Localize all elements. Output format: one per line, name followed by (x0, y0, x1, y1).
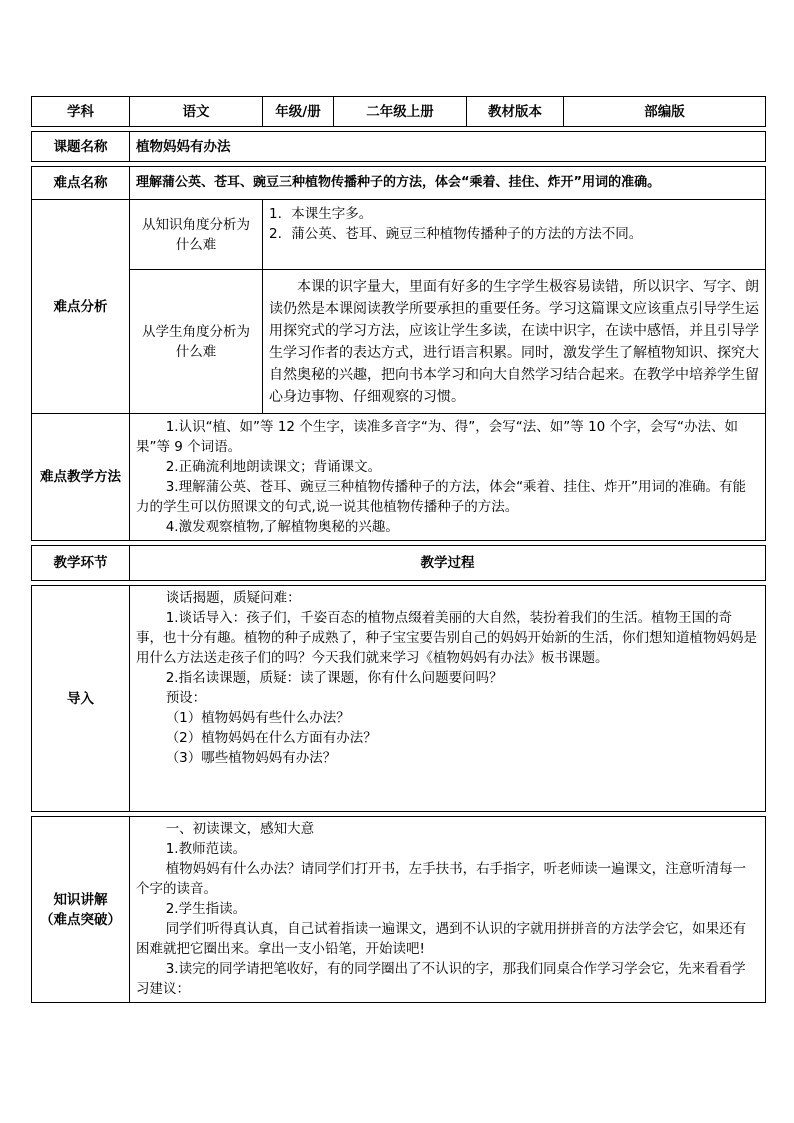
method-item: 2.正确流利地朗读课文；背诵课文。 (165, 459, 382, 475)
lesson-plan-table (31, 96, 766, 1003)
analysis-student-row (32, 270, 766, 414)
method-item: 4.激发观察植物,了解植物奥秘的兴趣。 (165, 519, 399, 535)
knowledge-angle-label: 从知识角度分析为什么难 (130, 200, 263, 270)
difficulty-row (32, 167, 766, 200)
knowledge-line: 1.教师范读。 (165, 841, 247, 857)
method-row (32, 414, 766, 541)
list-item: 2. 蒲公英、苍耳、豌豆三种植物传播种子的方法的方法不同。 (269, 226, 643, 242)
knowledge-angle-list (269, 204, 759, 244)
intro-content (130, 586, 766, 812)
edition-value: 部编版 (564, 97, 766, 127)
intro-line: （2）植物妈妈在什么方面有办法？ (165, 730, 377, 746)
analysis-knowledge-row (32, 200, 766, 270)
lesson-title-row (32, 132, 766, 162)
subject-label: 学科 (32, 97, 130, 127)
knowledge-line: 2.学生指读。 (165, 901, 247, 917)
knowledge-label (32, 817, 130, 1003)
intro-row (32, 586, 766, 812)
method-label: 难点教学方法 (32, 414, 130, 541)
knowledge-line: 植物妈妈有什么办法？请同学们打开书，左手扶书，右手指字，听老师读一遍课文，注意听清每一个字的读音。 (136, 861, 747, 897)
lesson-title-value: 植物妈妈有办法 (130, 132, 766, 162)
knowledge-row (32, 817, 766, 1003)
intro-label: 导入 (32, 586, 130, 812)
student-angle-content: 本课的识字量大，里面有好多的生字学生极容易读错，所以识字、写字、朗读仍然是本课阅读教学所要承担的重要任务。学习这篇课文应该重点引导学生运用探究式的学习方法，应该让学生多读，在读中识字，在读中感悟，并且引导学生学习作者的表达方式，进行语言积累。同时，激发学生了解植物知识、探究大自然奥秘的兴趣，把向书本学习和向大自然学习结合起来。在教学中培养学生留心身边事物、仔细观察的习惯。 (263, 270, 766, 414)
intro-line: （3）哪些植物妈妈有办法？ (165, 750, 337, 766)
student-angle-label: 从学生角度分析为什么难 (130, 270, 263, 414)
process-header-row (32, 546, 766, 581)
header-row (32, 97, 766, 127)
intro-line: 1.谈话导入：孩子们，千姿百态的植物点缀着美丽的大自然，装扮着我们的生活。植物王国的奇事，也十分有趣。植物的种子成熟了，种子宝宝要告别自己的妈妈开始新的生活，你们想知道植物妈妈是用什么方法送走孩子们的吗？今天我们就来学习《植物妈妈有办法》板书课题。 (136, 610, 757, 666)
intro-line: （1）植物妈妈有些什么办法？ (165, 710, 350, 726)
process-header: 教学过程 (130, 546, 766, 581)
knowledge-line: 同学们听得真认真，自己试着指读一遍课文，遇到不认识的字就用拼拼音的方法学会它，如果还有困难就把它圈出来。拿出一支小铅笔，开始读吧! (136, 921, 747, 957)
knowledge-angle-content (263, 200, 766, 270)
knowledge-label-line2: （难点突破） (40, 911, 121, 928)
knowledge-line: 3.读完的同学请把笔收好，有的同学圈出了不认识的字，那我们同桌合作学习学会它，先来看看学习建议： (136, 961, 746, 997)
intro-line: 预设： (165, 690, 207, 706)
intro-line: 2.指名读课题，质疑：读了课题，你有什么问题要问吗？ (165, 670, 503, 686)
method-item: 3.理解蒲公英、苍耳、豌豆三种植物传播种子的方法，体会“乘着、挂住、炸开”用词的准确。有能力的学生可以仿照课文的句式,说一说其他植物传播种子的方法。 (136, 479, 747, 515)
stage-header: 教学环节 (32, 546, 130, 581)
knowledge-line: 一、初读课文，感知大意 (165, 821, 315, 837)
grade-label: 年级/册 (263, 97, 334, 127)
knowledge-content (130, 817, 766, 1003)
difficulty-value: 理解蒲公英、苍耳、豌豆三种植物传播种子的方法，体会“乘着、挂住、炸开”用词的准确。 (130, 167, 766, 200)
difficulty-label: 难点名称 (32, 167, 130, 200)
subject-value: 语文 (130, 97, 263, 127)
analysis-label: 难点分析 (32, 200, 130, 414)
knowledge-label-line1: 知识讲解 (53, 891, 108, 908)
method-content (130, 414, 766, 541)
edition-label: 教材版本 (467, 97, 564, 127)
lesson-title-label: 课题名称 (32, 132, 130, 162)
list-item: 1. 本课生字多。 (269, 206, 373, 222)
intro-line: 谈话揭题，质疑问难： (165, 590, 301, 606)
method-item: 1.认识“植、如”等 12 个生字，读准多音字“为、得”，会写“法、如”等 10 个字，会写“办法、如果”等 9 个词语。 (136, 419, 739, 455)
grade-value: 二年级上册 (334, 97, 467, 127)
